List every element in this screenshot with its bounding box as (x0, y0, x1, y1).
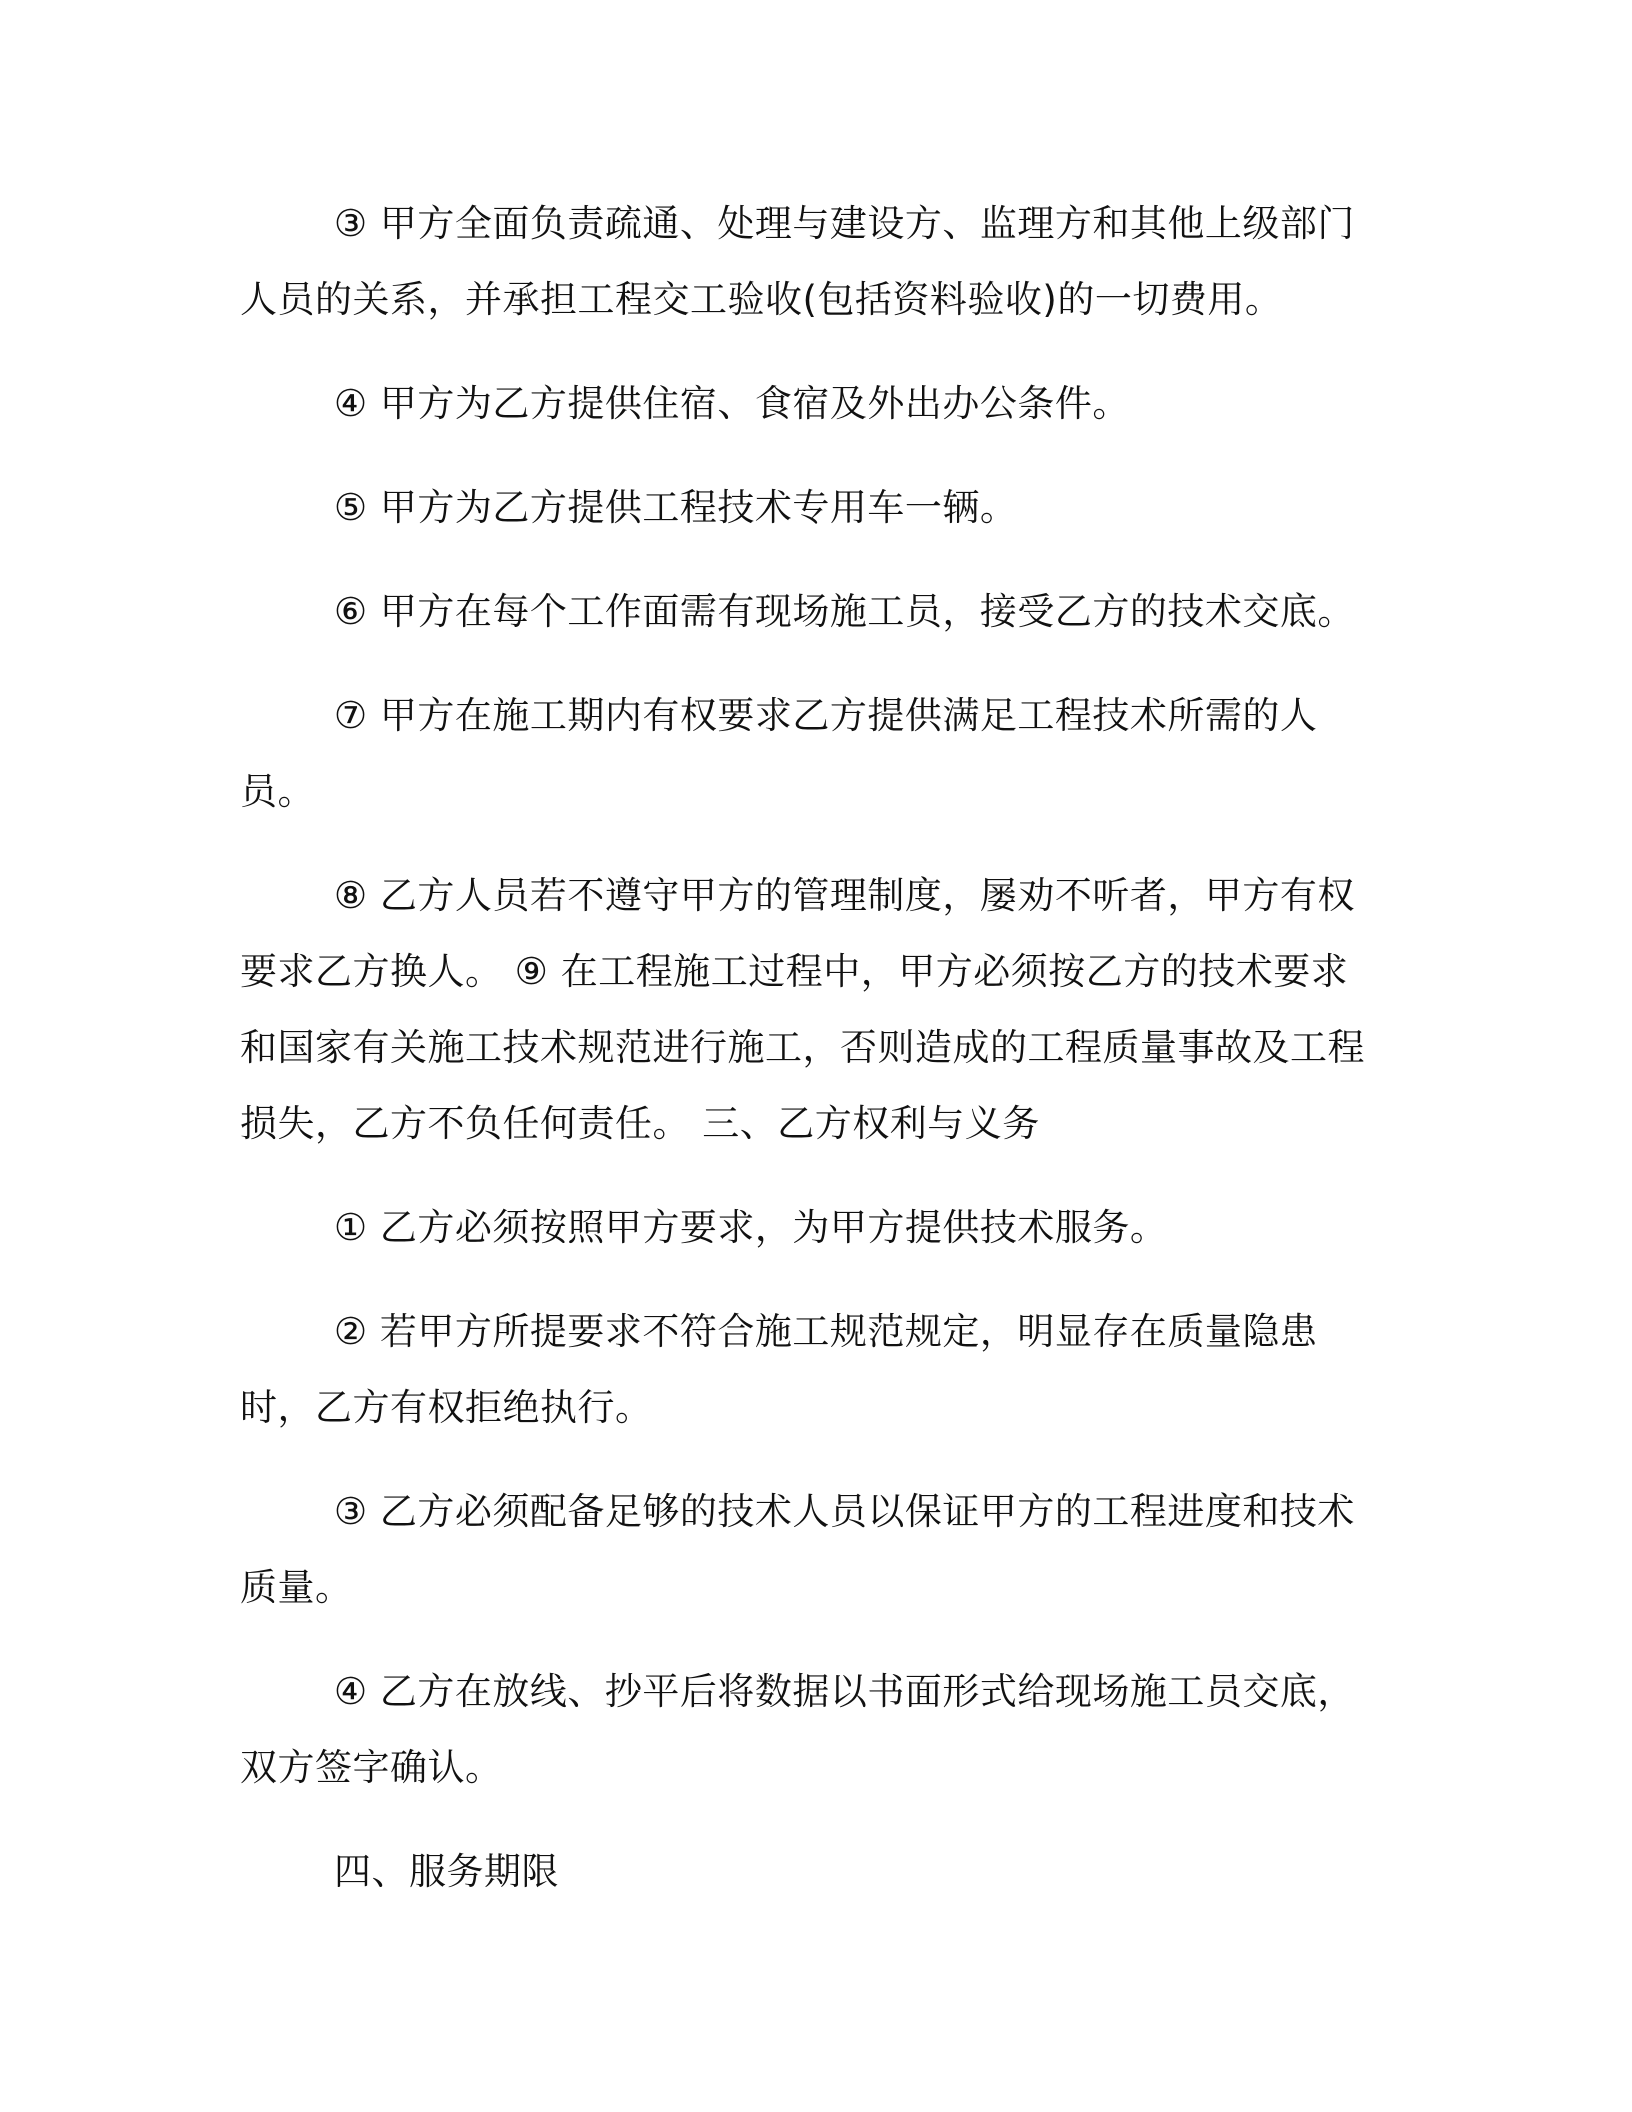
paragraph-party-a-clause-7: ⑦ 甲方在施工期内有权要求乙方提供满足工程技术所需的人员。 (240, 694, 1318, 813)
paragraph-party-a-clause-3: ③ 甲方全面负责疏通、处理与建设方、监理方和其他上级部门人员的关系，并承担工程交工验收(包括资料验收)的一切费用。 (240, 202, 1355, 321)
document-body (240, 186, 1380, 1938)
paragraph-party-a-clause-8-9: ⑧ 乙方人员若不遵守甲方的管理制度，屡劝不听者，甲方有权要求乙方换人。 ⑨ 在工程施工过程中，甲方必须按乙方的技术要求和国家有关施工技术规范进行施工，否则造成的工程质量事故及工程损失，乙方不负任何责任。 三、乙方权利与义务 (240, 874, 1365, 1145)
paragraph-party-b-clause-4: ④ 乙方在放线、抄平后将数据以书面形式给现场施工员交底，双方签字确认。 (240, 1670, 1355, 1789)
paragraph-party-b-clause-2: ② 若甲方所提要求不符合施工规范规定，明显存在质量隐患时，乙方有权拒绝执行。 (240, 1310, 1318, 1429)
paragraph-party-b-clause-1: ① 乙方必须按照甲方要求，为甲方提供技术服务。 (334, 1206, 1168, 1249)
paragraph-party-a-clause-6: ⑥ 甲方在每个工作面需有现场施工员，接受乙方的技术交底。 (334, 590, 1355, 633)
paragraph-party-a-clause-5: ⑤ 甲方为乙方提供工程技术专用车一辆。 (334, 486, 1018, 529)
paragraph-party-a-clause-4: ④ 甲方为乙方提供住宿、食宿及外出办公条件。 (334, 382, 1130, 425)
paragraph-party-b-clause-3: ③ 乙方必须配备足够的技术人员以保证甲方的工程进度和技术质量。 (240, 1490, 1355, 1609)
section-heading-service-period: 四、服务期限 (334, 1850, 559, 1893)
